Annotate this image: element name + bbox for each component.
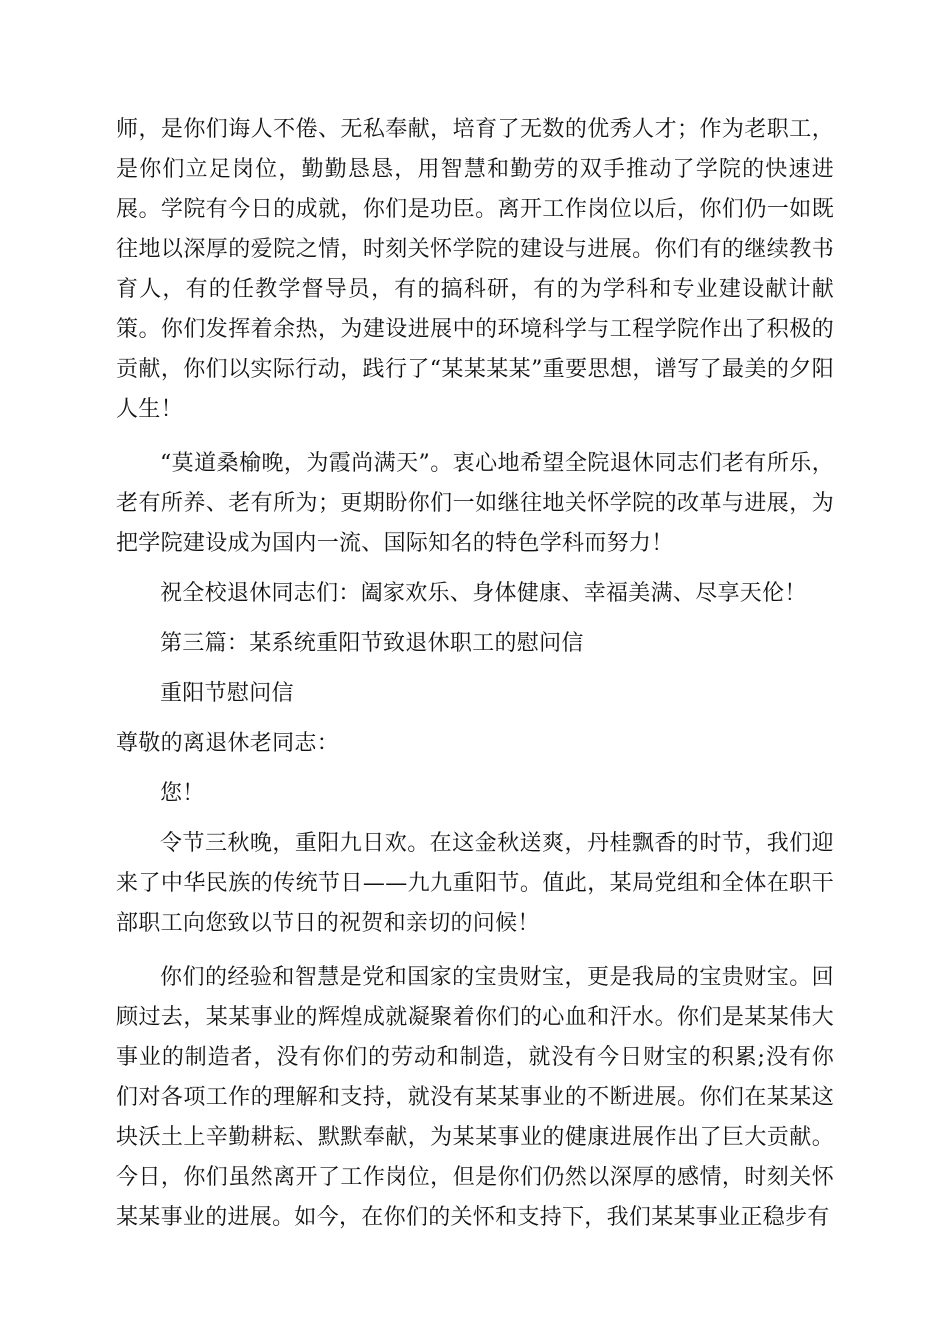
paragraph-appreciation: 你们的经验和智慧是党和国家的宝贵财宝，更是我局的宝贵财宝。回顾过去，某某事业的辉煌成就凝聚着你们的心血和汗水。你们是某某伟大事业的制造者，没有你们的劳动和制造，就没有今日财宝的积累;没有你们对各项工作的理解和支持，就没有某某事业的不断进展。你们在某某这块沃土上辛勤耕耘、默默奉献，为某某事业的健康进展作出了巨大贡献。今日，你们虽然离开了工作岗位，但是你们仍然以深厚的感情，时刻关怀某某事业的进展。如今，在你们的关怀和支持下，我们某某事业正稳步有 <box>116 965 834 1230</box>
paragraph-wishes: “莫道桑榆晚，为霞尚满天”。衷心地希望全院退休同志们老有所乐，老有所养、老有所为；更期盼你们一如继往地关怀学院的改革与进展，为把学院建设成为国内一流、国际知名的特色学科而努力！ <box>116 451 834 556</box>
letter-salutation: 尊敬的离退休老同志： <box>116 731 340 756</box>
paragraph-festival: 令节三秋晚，重阳九日欢。在这金秋送爽，丹桂飘香的时节，我们迎来了中华民族的传统节日——九九重阳节。值此，某局党组和全体在职干部职工向您致以节日的祝贺和亲切的问候！ <box>116 831 834 936</box>
letter-title: 重阳节慰问信 <box>160 681 294 706</box>
paragraph-continuation: 师，是你们诲人不倦、无私奉献，培育了无数的优秀人才；作为老职工，是你们立足岗位，勤勤恳恳，用智慧和勤劳的双手推动了学院的快速进展。学院有今日的成就，你们是功臣。离开工作岗位以后，你们仍一如既往地以深厚的爱院之情，时刻关怀学院的建设与进展。你们有的继续教书育人，有的任教学督导员，有的搞科研，有的为学科和专业建设献计献策。你们发挥着余热，为建设进展中的环境科学与工程学院作出了积极的贡献，你们以实际行动，践行了“某某某某”重要思想，谱写了最美的夕阳人生！ <box>116 117 834 422</box>
paragraph-blessing: 祝全校退休同志们：阖家欢乐、身体健康、幸福美满、尽享天伦！ <box>160 581 807 606</box>
letter-greeting: 您！ <box>160 781 205 806</box>
section-heading: 第三篇：某系统重阳节致退休职工的慰问信 <box>160 631 584 656</box>
document-body <box>116 110 834 1238</box>
